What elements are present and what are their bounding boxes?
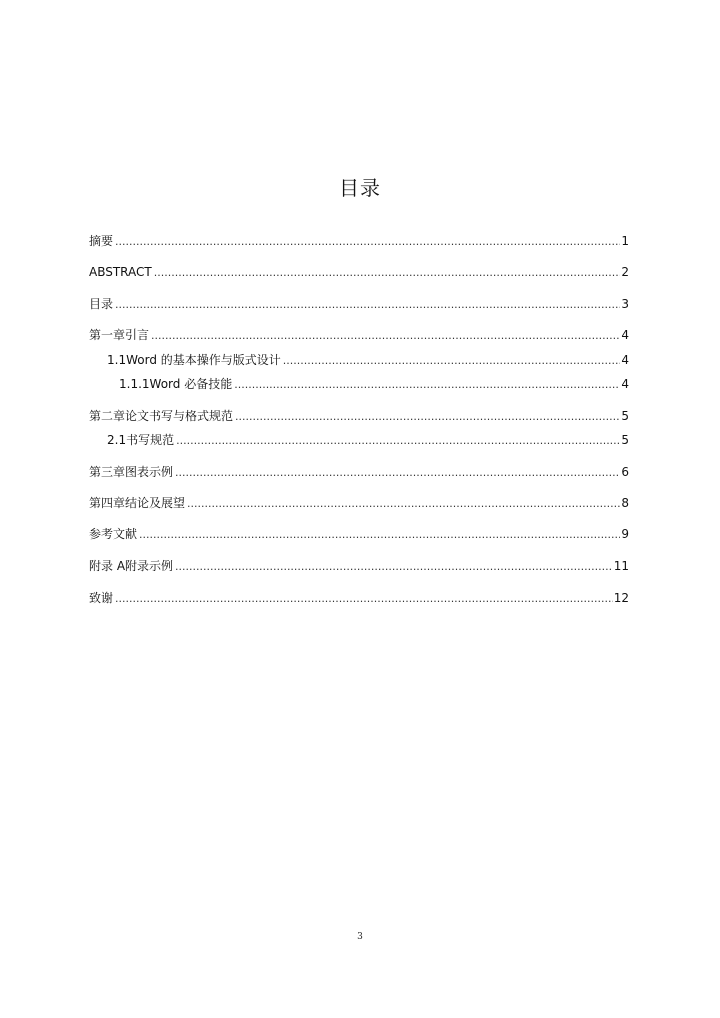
- toc-dot-leader: [151, 328, 620, 344]
- toc-entry-title: 摘要: [89, 234, 114, 248]
- toc-entry-page: 4: [621, 328, 629, 342]
- toc-entry-references[interactable]: [89, 526, 629, 543]
- toc-entry-page: 6: [621, 465, 629, 479]
- toc-entry-abstract-cn[interactable]: [89, 233, 629, 250]
- toc-entry-page: 1: [621, 234, 629, 248]
- toc-entry-page: 4: [621, 377, 629, 391]
- toc-entry-title: 引言: [125, 328, 150, 342]
- toc-entry-title: 致谢: [89, 591, 114, 605]
- toc-dot-leader: [175, 465, 620, 481]
- toc-dot-leader: [115, 234, 620, 250]
- toc-entry-number: 1.1: [107, 353, 127, 367]
- toc-entry-title: 目录: [89, 297, 114, 311]
- toc-entry-page: 11: [613, 559, 629, 573]
- toc-entry-contents[interactable]: [89, 296, 629, 313]
- toc-entry-page: 9: [621, 527, 629, 541]
- toc-entry-number: 第一章: [89, 328, 126, 342]
- toc-entry-number: 1.1.1: [119, 377, 150, 391]
- toc-entry-number: 2.1: [107, 433, 127, 447]
- toc-dot-leader: [139, 527, 620, 543]
- toc-entry-chapter-4[interactable]: [89, 495, 629, 512]
- toc-entry-title: 附录示例: [125, 559, 174, 573]
- toc-entry-abstract-en[interactable]: [89, 264, 629, 281]
- toc-dot-leader: [175, 559, 613, 575]
- toc-entry-title: 参考文献: [89, 527, 138, 541]
- toc-entry-title: 书写规范: [126, 433, 175, 447]
- toc-dot-leader: [235, 409, 620, 425]
- toc-entry-page: 5: [621, 433, 629, 447]
- toc-dot-leader: [187, 496, 620, 512]
- toc-entry-title: 结论及展望: [125, 496, 186, 510]
- toc-entry-number: 第二章: [89, 409, 126, 423]
- toc-entry-acknowledgements[interactable]: [89, 590, 629, 607]
- toc-heading: 目录: [339, 176, 381, 200]
- page-number: 3: [357, 932, 363, 942]
- toc-entry-appendix-a[interactable]: [89, 558, 629, 575]
- toc-entry-number: 第三章: [89, 465, 126, 479]
- toc-entry-section-2-1[interactable]: [107, 432, 629, 449]
- toc-entry-section-1-1-1[interactable]: [119, 376, 629, 393]
- toc-entry-page: 12: [613, 591, 629, 605]
- toc-entry-chapter-2[interactable]: [89, 408, 629, 425]
- toc-dot-leader: [154, 265, 621, 281]
- toc-dot-leader: [115, 591, 613, 607]
- toc-entry-chapter-3[interactable]: [89, 464, 629, 481]
- toc-entry-page: 8: [621, 496, 629, 510]
- toc-entry-title: Word 的基本操作与版式设计: [126, 353, 281, 367]
- toc-dot-leader: [283, 353, 621, 369]
- toc-dot-leader: [115, 297, 620, 313]
- toc-entry-page: 4: [621, 353, 629, 367]
- toc-entry-title: ABSTRACT: [89, 265, 152, 279]
- toc-dot-leader: [234, 377, 620, 393]
- toc-entry-page: 5: [621, 409, 629, 423]
- toc-entry-title: 论文书写与格式规范: [125, 409, 234, 423]
- toc-entry-title: 图表示例: [125, 465, 174, 479]
- toc-entry-title: Word 必备技能: [149, 377, 233, 391]
- toc-entry-page: 2: [621, 265, 629, 279]
- toc-dot-leader: [176, 433, 620, 449]
- toc-entry-number: 第四章: [89, 496, 126, 510]
- toc-entry-number: 附录 A: [89, 559, 126, 573]
- toc-entry-section-1-1[interactable]: [107, 352, 629, 369]
- toc-entry-page: 3: [621, 297, 629, 311]
- toc-entry-chapter-1[interactable]: [89, 327, 629, 344]
